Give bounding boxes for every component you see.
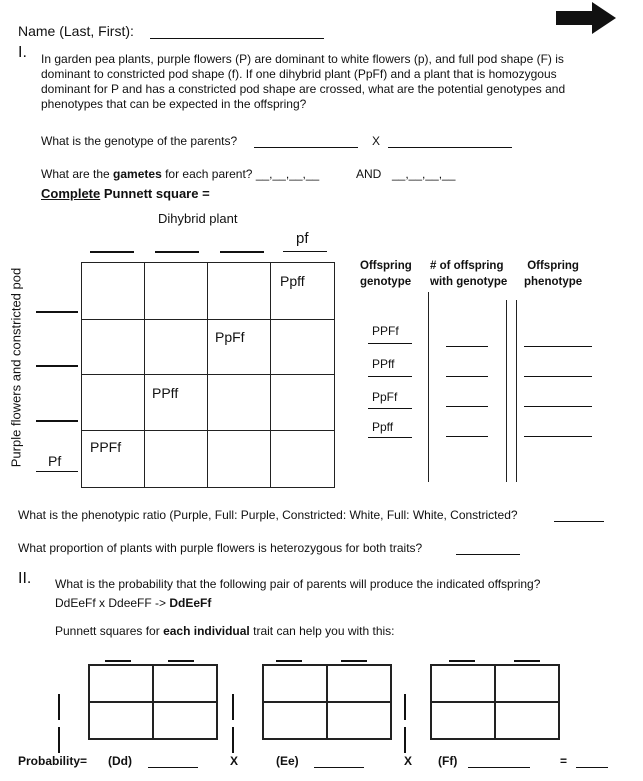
section-1-numeral: I. [18,44,27,61]
dd-label: (Dd) [108,754,132,768]
top-gamete-blank-1[interactable] [90,251,134,253]
count-blank-1[interactable] [446,346,488,347]
section-2-cross: DdEeFf x DdeeFF -> DdEeFf [55,596,212,610]
punnett-cell-r4c1[interactable]: PPFf [90,439,122,455]
probability-label: Probability= [18,754,88,768]
punnett-cell-r2c3[interactable]: PpFf [215,329,245,345]
phenotype-blank-3[interactable] [524,406,592,407]
phenotype-blank-2[interactable] [524,376,592,377]
punnett-cell-r3c2[interactable]: PPff [152,385,179,401]
and-label: AND [356,167,382,181]
ff-label: (Ff) [438,754,458,768]
gametes-parent-2-blanks[interactable]: __,__,__,__ [392,167,456,181]
section-2-hint: Punnett squares for each individual trait can help you with this: [55,624,395,638]
count-blank-4[interactable] [446,436,488,437]
parents-question: What is the genotype of the parents? [41,134,238,148]
ratio-question: What is the phenotypic ratio (Purple, Full: Purple, Constricted: White, Full: White, Constricted? [18,508,518,522]
offspring-genotype-2: PPff [372,357,395,371]
punnett-square-dihybrid [81,262,335,488]
punnett-cell-r1c4[interactable]: Ppff [280,273,305,289]
ratio-answer[interactable] [554,521,604,522]
offspring-genotype-1: PPFf [372,324,399,338]
gametes-parent-1-blanks[interactable]: __,__,__,__ [255,167,320,181]
top-gamete-blank-3[interactable] [220,251,264,253]
name-field[interactable] [150,38,324,39]
parent-2-answer[interactable] [388,147,512,148]
offspring-phenotype-header: Offspring phenotype [524,260,583,288]
side-parent-label: Purple flowers and constricted pod [8,267,24,468]
offspring-genotype-4: Ppff [372,420,394,434]
section-1-intro: In garden pea plants, purple flowers (P) are dominant to white flowers (p), and full pod shape (F) is dominant to constricted pod shape (f). If one dihybrid plant (PpFf) and a plant that is homozygous dominant for P and has a constricted pod shape are crossed, what are the potential genotypes and phenotypes that can be expected in the offspring? [41,52,566,111]
side-gamete-4: Pf [48,453,62,469]
dihybrid-label: Dihybrid plant [158,211,238,226]
punnett-square-dd[interactable] [88,664,218,740]
punnett-square-ff[interactable] [430,664,560,740]
next-arrow-icon[interactable] [556,2,618,34]
side-gamete-underline-4 [36,471,78,472]
parent-1-answer[interactable] [254,147,358,148]
times-1: X [230,754,239,768]
section-2-numeral: II. [18,570,32,587]
cross-x: X [372,134,381,148]
count-blank-3[interactable] [446,406,488,407]
dd-answer[interactable] [148,767,198,768]
count-blank-2[interactable] [446,376,488,377]
side-gamete-blank-3[interactable] [36,420,78,422]
top-gamete-blank-2[interactable] [155,251,199,253]
top-gamete-4: pf [296,230,309,247]
ee-answer[interactable] [314,767,364,768]
final-probability-answer[interactable] [576,767,608,768]
phenotype-blank-4[interactable] [524,436,592,437]
punnett-instruction: Complete Punnett square = [41,186,210,201]
section-2-question: What is the probability that the following pair of parents will produce the indicated offspring? [55,577,541,591]
offspring-genotype-header: Offspring genotype [360,260,412,288]
times-2: X [404,754,413,768]
phenotype-blank-1[interactable] [524,346,592,347]
offspring-count-header: # of offspring with genotype [430,260,508,288]
punnett-square-ee[interactable] [262,664,392,740]
gametes-question: What are the gametes for each parent? __,__,__,__ [41,167,320,181]
side-gamete-blank-2[interactable] [36,365,78,367]
offspring-genotype-3: PpFf [372,390,398,404]
top-gamete-underline-4 [283,251,327,252]
side-gamete-blank-1[interactable] [36,311,78,313]
ff-answer[interactable] [468,767,530,768]
ee-label: (Ee) [276,754,299,768]
equals: = [560,754,568,768]
proportion-question: What proportion of plants with purple flowers is heterozygous for both traits? [18,541,423,555]
name-label: Name (Last, First): [18,23,134,39]
proportion-answer[interactable] [456,554,520,555]
